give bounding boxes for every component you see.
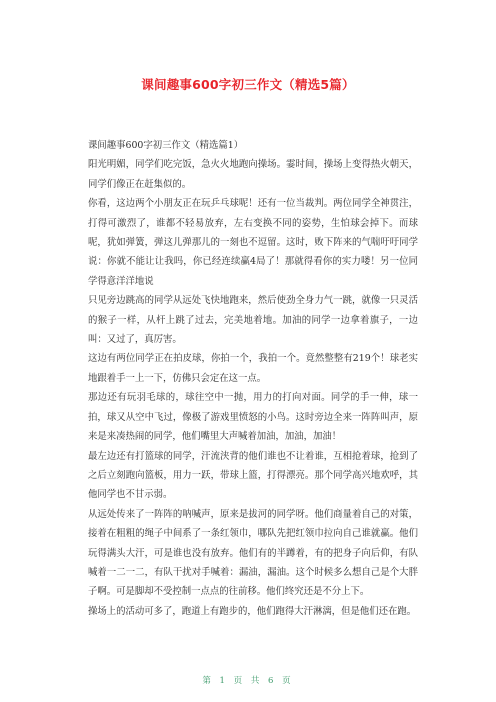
section-heading: 课间趣事600字初三作文（精选篇1）	[88, 140, 244, 151]
paragraph: 阳光明媚，同学们吃完饭，急火火地跑向操场。霎时间，操场上变得热火朝天，同学们像正在赶集似的。	[88, 159, 418, 190]
paragraph: 操场上的活动可多了，跑道上有跑步的，他们跑得大汗淋漓，但是他们还在跑。	[88, 605, 417, 617]
paragraph: 最左边还有打篮球的同学，汗流浃背的他们谁也不让着谁，互相抢着球，抢到了之后立刻跑向篮板，用力一跃，带球上篮，打得漂亮。那个同学高兴地欢呼，其他同学也不甘示弱。	[88, 450, 418, 501]
paragraph: 那边还有玩羽毛球的，球往空中一抛，用力的打向对面。同学的手一伸，球一拍，球又从空中飞过，像极了游戏里愤怒的小鸟。这时旁边全来一阵阵叫声，原来是来凑热闹的同学，他们嘴里大声喊着加油，加油，加油！	[88, 392, 418, 443]
paragraph: 只见旁边跳高的同学从远处飞快地跑来，然后使劲全身力气一跳，就像一只灵活的猴子一样，从杆上跳了过去，完美地着地。加油的同学一边拿着旗子，一边叫：又过了，真厉害。	[88, 295, 418, 346]
document-body	[88, 136, 418, 621]
paragraph: 你看，这边两个小朋友正在玩乒乓球呢！还有一位当裁判。两位同学全神贯注，打得可激烈了，谁都不轻易放弃，左右变换不同的姿势，生怕球会掉下。而球呢，犹如弹簧，弹这儿弹那儿的一刻也不逗留。这时，败下阵来的气喘吁吁同学说：你就不能让让我吗，你已经连续赢4局了！那就得看你的实力喽！另一位同学得意洋洋地说	[88, 198, 418, 287]
document-title: 课间趣事600字初三作文（精选5篇）	[141, 77, 355, 92]
paragraph: 这边有两位同学正在拍皮球，你拍一个，我拍一个。竟然整整有219个！球老实地跟着手一上一下，仿佛只会定在这一点。	[88, 353, 418, 384]
paragraph: 从远处传来了一阵阵的呐喊声，原来是拔河的同学呀。他们商量着自己的对策，接着在粗粗的绳子中间系了一条红领巾，哪队先把红领巾拉向自己谁就赢。他们玩得满头大汗，可是谁也没有放弃。他们有的半蹲着，有的把身子向后仰，有队喊着一二一二，有队干扰对手喊着：漏油，漏油。这个时候多么想自己是个大胖子啊。可是脚却不受控制一点点的往前移。他们终究还是不分上下。	[88, 508, 418, 598]
page-number: 第 1 页 共 6 页	[202, 676, 294, 686]
